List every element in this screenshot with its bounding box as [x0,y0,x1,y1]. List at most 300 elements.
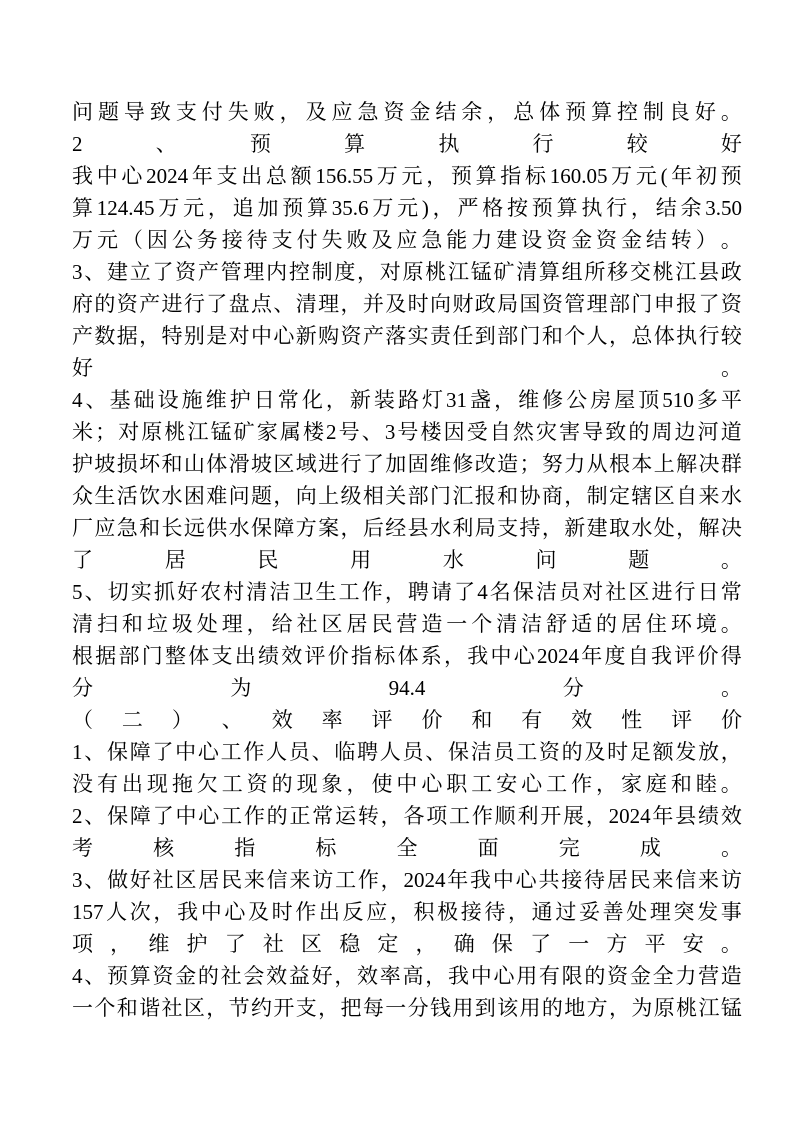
text-token: 作 [357,867,379,892]
text-token: 江 [187,419,209,444]
text-token: 初 [695,163,717,188]
text-token: 待 [484,899,506,924]
text-token: 扫 [96,611,118,636]
text-token: 急 [357,99,379,124]
text-token: 及 [385,291,407,316]
text-token: 制 [311,259,333,284]
text-token: 饮 [139,483,161,508]
text-token: 余 [680,195,702,220]
text-token: 农 [200,579,222,604]
text-token: 桃 [652,259,674,284]
text-token: 辖 [631,483,653,508]
text-token: 资 [246,771,268,796]
text-token: 约 [251,995,272,1020]
text-token: 协 [519,483,541,508]
text-token: 的 [94,291,116,316]
text-token: ， [340,291,362,316]
text-token: 了 [224,931,246,956]
text-token: 努 [541,451,563,476]
text-token: 所 [584,259,606,284]
text-token: 施 [181,387,203,412]
text-token: 经 [385,515,407,540]
text-token: 了 [72,547,93,572]
text-token: 了 [530,931,552,956]
text-token: 本 [631,451,653,476]
text-token: 有 [538,963,560,988]
text-token: 二 [121,707,143,732]
text-token: 社 [161,995,183,1020]
text-token: 算 [556,195,578,220]
text-token: 化 [301,387,323,412]
text-token: 年 [447,867,469,892]
text-token: 方 [586,995,608,1020]
text-token: 及 [305,99,327,124]
text-token: 付 [296,227,318,252]
text-token: 后 [362,515,384,540]
text-token: 中 [175,739,197,764]
text-token: 自 [489,419,511,444]
text-token: 金 [409,99,431,124]
text-token: ) [421,195,429,220]
text-token: 决 [698,451,720,476]
text-token: 算 [538,259,560,284]
text-token: 及 [584,739,606,764]
text-token: 据 [95,643,117,668]
text-token: ， [444,643,465,668]
text-token: 中 [490,643,512,668]
text-token: 障 [273,515,295,540]
text-token: 产 [362,323,384,348]
text-token: 算 [129,963,151,988]
text-token: 绩 [698,803,720,828]
text-token: 心 [273,323,295,348]
text-token: 急 [116,515,138,540]
text-token: 解 [698,515,720,540]
text-token: 远 [183,515,205,540]
text-token: 价 [720,707,742,732]
text-token: 圾 [171,611,193,636]
text-line [72,480,742,512]
text-token: 财 [452,291,474,316]
text-token: 清 [295,291,317,316]
text-token: 没 [72,771,93,796]
text-token: 我 [447,963,469,988]
text-token: 执 [581,195,603,220]
text-token: 支 [271,227,293,252]
text-token: 中 [175,803,197,828]
text-token: 分 [562,675,584,700]
text-token: 行 [674,579,696,604]
text-token: 部 [609,291,630,316]
text-token: 整 [165,643,186,668]
text-token: 度 [334,259,356,284]
text-line [72,896,742,928]
text-token: 桃 [425,259,447,284]
text-token: 生 [315,579,337,604]
text-token: 、 [85,387,107,412]
text-token: 区 [273,451,295,476]
text-token: 全 [652,963,674,988]
text-token: 来 [243,867,265,892]
text-token: 及 [371,227,393,252]
text-token: 过 [555,899,577,924]
text-token: 坡 [251,451,272,476]
text-token: 实 [407,323,429,348]
text-token: 中 [96,163,118,188]
text-token: 力 [564,451,586,476]
text-token: 山 [183,451,205,476]
text-token: 完 [558,835,580,860]
text-token: 待 [584,867,606,892]
text-token: 题 [628,547,650,572]
text-token: 屋 [614,387,636,412]
text-token: 1 [72,739,83,764]
text-token: 购 [318,323,340,348]
text-token: 行 [183,291,205,316]
text-token: 内 [266,259,288,284]
text-token: 水 [161,483,183,508]
text-token: 坏 [139,451,161,476]
text-token: 4 [72,963,83,988]
text-token: 、 [84,259,106,284]
text-token: ， [380,803,402,828]
text-token: 年 [191,163,213,188]
text-token: 管 [564,291,586,316]
text-token: 发 [697,899,719,924]
text-token: 楼 [302,419,324,444]
text-token: 顺 [494,803,516,828]
text-token: 额 [290,163,312,188]
text-token: 元 [635,163,657,188]
text-token: 、 [84,963,106,988]
text-token: 。 [720,771,742,796]
text-token: ， [206,995,228,1020]
text-token: ， [139,323,161,348]
text-token: 、 [273,291,295,316]
text-token: ， [357,259,379,284]
text-token: 矿 [233,419,255,444]
text-token: 边 [674,419,696,444]
text-token: 局 [474,515,496,540]
text-token: 导 [123,99,145,124]
text-token: 适 [571,611,593,636]
text-token: 众 [72,483,93,508]
text-token: 修 [542,387,564,412]
text-token: 产 [139,291,161,316]
text-token: 加 [385,451,407,476]
text-token: 开 [273,995,295,1020]
text-line [72,384,742,416]
text-token: 垃 [146,611,168,636]
text-token: 清 [246,579,268,604]
text-token: 心 [521,771,543,796]
text-token: 确 [453,931,475,956]
text-token: 发 [675,739,697,764]
text-token: 人 [266,739,288,764]
text-token: 执 [676,323,698,348]
text-token: 4 [477,579,488,604]
text-token: 维 [148,931,170,956]
text-line [72,704,742,736]
text-token: 问 [535,547,557,572]
text-token: 124.45 [96,195,155,220]
text-line [72,672,742,704]
text-token: 、 [155,131,177,156]
text-token: 题 [251,483,272,508]
text-token: 和 [670,771,692,796]
text-token: 钱 [430,995,451,1020]
text-token: 资 [538,739,560,764]
text-token: 顶 [638,387,660,412]
text-token: ， [273,483,295,508]
text-token: 。 [720,99,742,124]
text-token: 从 [586,451,608,476]
text-token: 好 [72,355,93,380]
text-token: 指 [500,163,522,188]
text-token: 败 [346,227,368,252]
text-token: 营 [698,963,720,988]
text-token: 追 [232,195,254,220]
text-token: 聘 [357,739,379,764]
text-token: 、 [84,867,106,892]
text-token: 给 [271,611,293,636]
text-token: 工 [221,771,243,796]
text-token: 算 [307,195,328,220]
text-token: 障 [129,739,151,764]
text-token: 区 [653,483,675,508]
text-token: 2 [72,803,83,828]
text-token: 预 [450,163,472,188]
text-token: 效 [720,803,742,828]
text-token: 维 [205,387,227,412]
text-token: 。 [720,227,742,252]
text-token: 资 [340,323,362,348]
text-token: 绩 [258,643,279,668]
text-token: ， [630,195,652,220]
text-token: 根 [72,643,93,668]
text-token: 加 [257,195,279,220]
text-token: 道 [720,419,742,444]
text-token: 政 [474,291,496,316]
text-token: 力 [675,963,697,988]
text-token: 居 [346,611,368,636]
text-token: 日 [253,387,275,412]
text-token: 开 [540,803,562,828]
text-token: 资 [541,291,563,316]
text-token: 营 [396,611,418,636]
text-token: 来 [698,867,720,892]
text-token: 、 [221,707,243,732]
text-token: 3.50 [705,195,742,220]
text-token: 总 [513,99,535,124]
text-token: 较 [720,323,742,348]
text-token: 清 [496,611,518,636]
text-token: 共 [538,867,560,892]
text-token: 资 [720,291,742,316]
text-token: 利 [517,803,539,828]
text-token: 平 [644,931,666,956]
text-token: 资 [546,227,568,252]
text-token: 心 [513,643,535,668]
text-token: 支 [216,163,238,188]
text-token: 中 [396,771,418,796]
text-token: 好 [176,579,198,604]
text-token: 江 [675,259,697,284]
text-token: 反 [342,899,364,924]
text-token: ， [508,899,530,924]
text-token: 公 [566,387,588,412]
text-line [72,608,742,640]
text-token: 付 [201,99,223,124]
text-token: 取 [609,515,630,540]
text-token: 根 [609,451,630,476]
text-token: 成 [639,835,661,860]
text-line [72,192,742,224]
text-token: 应 [331,99,353,124]
text-token: 聘 [407,579,429,604]
text-token: 改 [474,451,496,476]
text-token: 进 [161,291,183,316]
text-token: 特 [161,323,183,348]
text-token: 常 [720,579,742,604]
text-token: 锰 [720,995,742,1020]
text-token: 体 [188,643,210,668]
text-token: 个 [564,323,586,348]
text-token: 人 [106,899,128,924]
text-token: 项 [72,931,93,956]
text-token: 算 [344,131,366,156]
text-token: 3 [72,867,83,892]
text-token: 。 [720,611,742,636]
text-token: 心 [421,771,443,796]
text-token: 社 [262,931,284,956]
text-token: 心 [224,899,246,924]
text-token: 申 [653,291,675,316]
text-token: 有 [521,707,543,732]
text-line [72,576,742,608]
text-token: 事 [720,899,742,924]
text-token: （ [121,227,143,252]
text-token: 管 [220,259,242,284]
text-token: 用 [350,547,372,572]
text-token: 多 [696,387,718,412]
text-token: 2 [72,131,83,156]
text-token: 政 [720,259,742,284]
text-token: 放 [698,739,720,764]
text-token: 积 [413,899,435,924]
text-token: 护 [72,451,93,476]
text-token: 和 [497,483,519,508]
text-token: 好 [311,963,333,988]
text-token: 相 [362,483,384,508]
text-token: 原 [141,419,163,444]
text-token: 用 [452,995,474,1020]
text-token: 落 [385,323,407,348]
text-token: 结 [435,99,457,124]
text-token: 桃 [164,419,186,444]
text-token: 高 [402,963,424,988]
text-token: 系 [420,643,442,668]
text-token: 江 [447,259,469,284]
text-token: 水 [442,547,464,572]
text-token: 据 [116,323,138,348]
text-token: 总 [631,323,653,348]
text-token: 标 [525,163,546,188]
text-token: ， [334,963,356,988]
text-token: 河 [697,419,719,444]
text-token: 中 [200,899,222,924]
text-token: 卫 [292,579,314,604]
text-token: ； [519,451,541,476]
text-token: 村 [223,579,245,604]
text-token: ， [425,963,447,988]
text-token: 现 [146,771,168,796]
text-token: 米 [72,419,93,444]
text-token: 交 [629,259,651,284]
text-token: 行 [532,131,554,156]
text-token: 会 [243,963,265,988]
text-token: ， [415,931,437,956]
text-token: 报 [474,483,496,508]
text-token: 心 [493,963,515,988]
text-token: 使 [371,771,393,796]
text-token: 自 [676,483,698,508]
text-token: 来 [652,867,674,892]
text-token: 建 [106,259,128,284]
text-token: 、 [311,739,333,764]
text-token: 万 [372,195,394,220]
text-token: 维 [518,387,540,412]
text-token: 金 [620,227,642,252]
text-token: 原 [653,995,675,1020]
text-token: 次 [129,899,151,924]
text-token: 持 [519,515,541,540]
text-token: 度 [604,643,626,668]
text-token: 年 [671,163,693,188]
text-token: 、 [361,419,383,444]
text-token: 长 [161,515,183,540]
text-token: 新 [295,323,317,348]
text-token: 洁 [269,579,291,604]
text-token: 效 [571,707,593,732]
text-token: 设 [157,387,179,412]
text-token: 94.4 [388,675,426,700]
text-token: 出 [234,643,256,668]
text-token: 执 [438,131,460,156]
text-token: 和 [471,707,493,732]
text-token: 汇 [452,483,474,508]
text-line [72,352,742,384]
text-token: 应 [366,899,388,924]
text-token: ， [384,579,406,604]
text-token: 处 [196,611,218,636]
text-token: 装 [373,387,395,412]
text-token: 环 [670,611,692,636]
text-token: 善 [602,899,624,924]
text-token: 区 [628,579,650,604]
text-token: 好 [720,131,742,156]
text-token: 进 [651,579,673,604]
text-token: 限 [561,963,583,988]
text-token: ； [95,419,117,444]
text-token: 正 [289,803,311,828]
text-token: 指 [234,835,256,860]
text-token: 及 [247,899,269,924]
text-token: 切 [107,579,129,604]
text-token: ， [325,387,347,412]
text-line [72,544,742,576]
text-token: 盘 [228,291,250,316]
